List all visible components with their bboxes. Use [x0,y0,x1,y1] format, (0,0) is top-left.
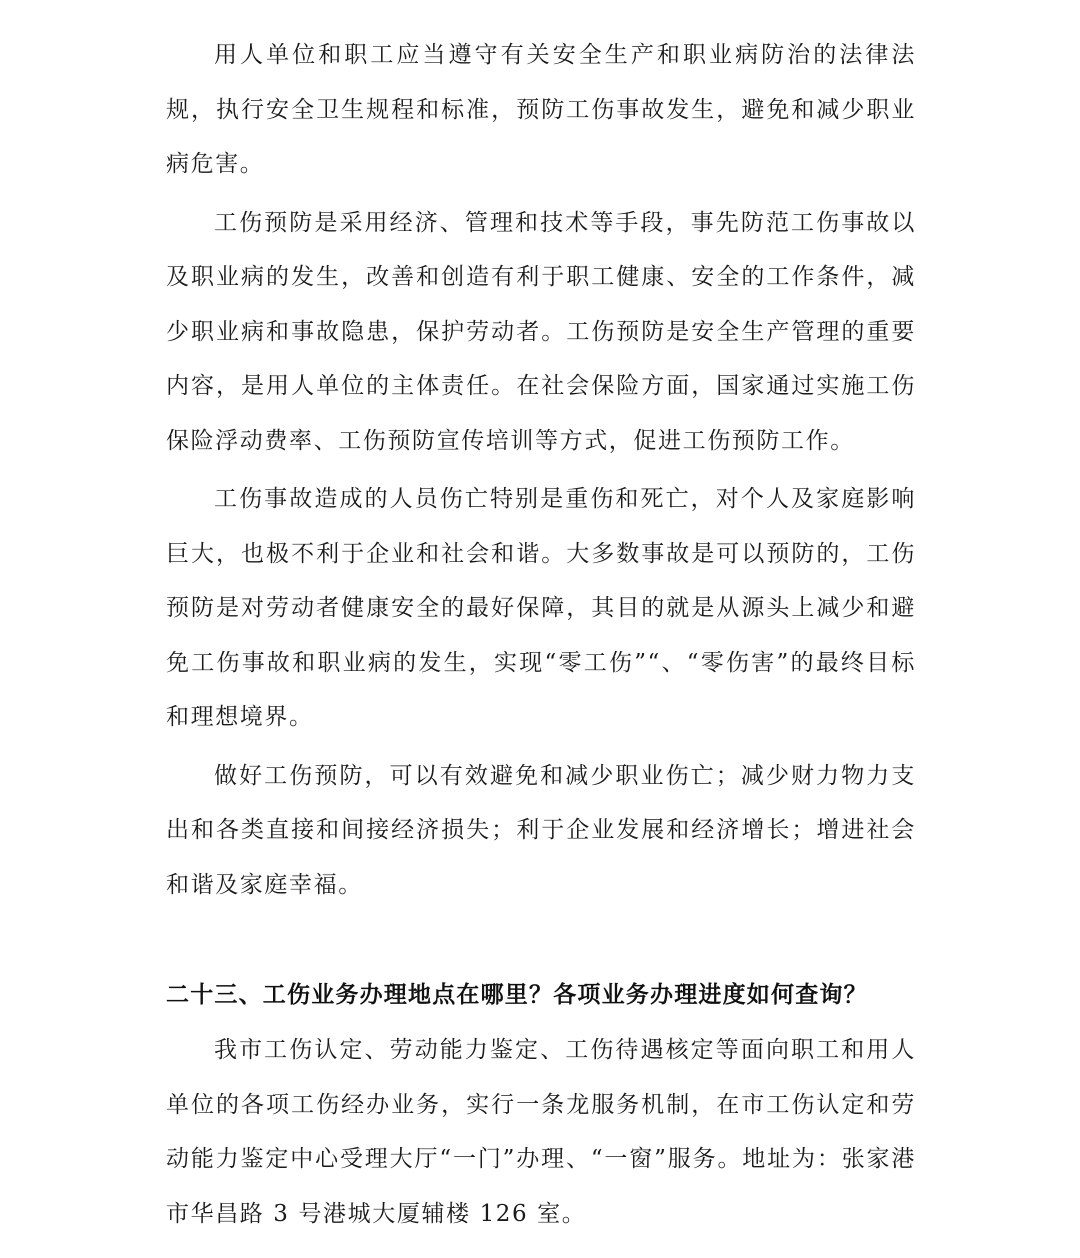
section-heading: 二十三、工伤业务办理地点在哪里？各项业务办理进度如何查询？ [166,982,868,1008]
paragraph-legal-obligation: 用人单位和职工应当遵守有关安全生产和职业病防治的法律法规，执行安全卫生规程和标准，预防工伤事故发生，避免和减少职业病危害。 [166,42,916,177]
document-body [166,28,916,1245]
section-spacer [166,916,916,967]
paragraph-prevention-benefits: 做好工伤预防，可以有效避免和减少职业伤亡；减少财力物力支出和各类直接和间接经济损失；利于企业发展和经济增长；增进社会和谐及家庭幸福。 [166,762,916,898]
paragraph-service-location: 我市工伤认定、劳动能力鉴定、工伤待遇核定等面向职工和用人单位的各项工伤经办业务，实行一条龙服务机制，在市工伤认定和劳动能力鉴定中心受理大厅“一门”办理、“一窗”服务。地址为：张家港市华昌路 3 号港城大厦辅楼 126 室。 [166,1037,916,1227]
paragraph-injury-prevention-definition: 工伤预防是采用经济、管理和技术等手段，事先防范工伤事故以及职业病的发生，改善和创造有利于职工健康、安全的工作条件，减少职业病和事故隐患，保护劳动者。工伤预防是安全生产管理的重要内容，是用人单位的主体责任。在社会保险方面，国家通过实施工伤保险浮动费率、工伤预防宣传培训等方式，促进工伤预防工作。 [166,209,916,454]
paragraph-injury-impact: 工伤事故造成的人员伤亡特别是重伤和死亡，对个人及家庭影响巨大，也极不利于企业和社会和谐。大多数事故是可以预防的，工伤预防是对劳动者健康安全的最好保障，其目的就是从源头上减少和避免工伤事故和职业病的发生，实现“零工伤”“、“零伤害”的最终目标和理想境界。 [166,486,916,730]
